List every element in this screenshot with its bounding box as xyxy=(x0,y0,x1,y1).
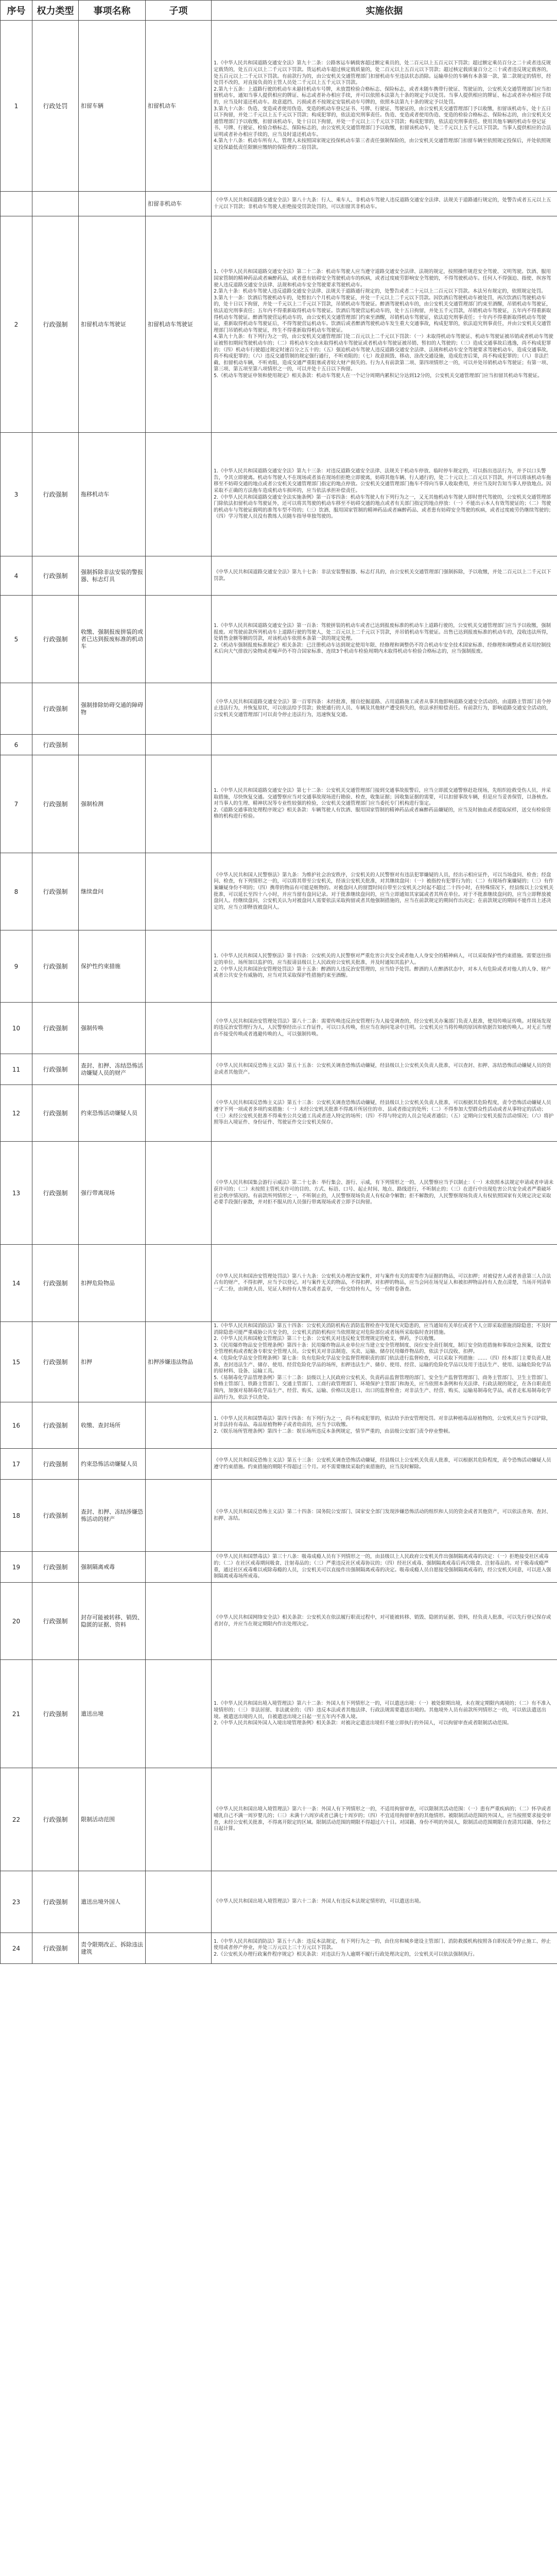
row-seq xyxy=(1,735,32,755)
row-seq-text: 10 xyxy=(12,1024,21,1032)
row-basis-text: 《中华人民共和国集会游行示威法》第二十七条：举行集会、游行、示威，有下列情形之一的，人民警察应当予以制止：（一）未依照本法规定申请或者申请未获许可的；（二）未按照主管机关许可的目的、方式、标语、口号、起止时间、地点、路线进行，不听制止的；（三）在进行中出现危害公共安全或者严重破坏社会秩序情况的。有前款所列情形之一，不听制止的，人民警察现场负责人有权命令解散；拒不解散的，人民警察现场负责人有权依照国家有关规定决定采取必要手段强行驱散，并对拒不服从的人员强行带离现场或者立即予以拘留。 xyxy=(214,1180,554,1206)
row-seq-text: 9 xyxy=(14,962,19,970)
row-power-type xyxy=(32,596,79,683)
row-power-type-text: 行政强制 xyxy=(43,1618,68,1625)
row-item-name-text: 强制传唤 xyxy=(81,1024,103,1031)
row-power-type-text: 行政强制 xyxy=(43,705,68,713)
row-sub-item xyxy=(146,1583,212,1660)
table-row xyxy=(1,1402,557,1449)
header-sub: 子项 xyxy=(146,1,212,21)
row-item-name xyxy=(79,556,146,596)
row-basis xyxy=(212,1480,557,1552)
header-seq: 序号 xyxy=(1,1,32,21)
row-seq-text: 7 xyxy=(14,800,19,808)
row-item-name-text: 查封、扣押、冻结涉嫌恐怖活动的财产 xyxy=(81,1508,143,1522)
row-basis xyxy=(212,1583,557,1660)
row-item-name xyxy=(79,683,146,735)
row-seq xyxy=(1,1449,32,1480)
row-power-type-text: 行政强制 xyxy=(43,801,68,808)
row-power-type-text: 行政强制 xyxy=(43,1066,68,1073)
row-item-name-text: 扣押 xyxy=(81,1358,92,1365)
row-basis xyxy=(212,596,557,683)
row-sub-item xyxy=(146,930,212,1003)
row-seq xyxy=(1,1480,32,1552)
row-item-name xyxy=(79,1322,146,1402)
row-seq-text: 11 xyxy=(12,1065,21,1073)
row-basis xyxy=(212,556,557,596)
table-row xyxy=(1,21,557,192)
row-seq xyxy=(1,683,32,735)
row-seq xyxy=(1,1402,32,1449)
row-item-name-text: 保护性约束措施 xyxy=(81,962,120,970)
row-item-name-text: 扣留机动车驾驶证 xyxy=(81,320,126,328)
row-item-name-text: 强制检测 xyxy=(81,800,103,807)
row-seq xyxy=(1,1322,32,1402)
row-item-name xyxy=(79,21,146,192)
row-item-name xyxy=(79,1583,146,1660)
row-item-name-text: 扣押危险物品 xyxy=(81,1279,115,1286)
row-basis-text: 1.《中华人民共和国道路交通安全法》第二十二条：机动车驾驶人应当遵守道路交通安全法律、法规的规定，按照操作规范安全驾驶、文明驾驶。饮酒、服用国家管制的精神药品或者麻醉药品，或者患有妨碍安全驾驶机动车的疾病，或者过度疲劳影响安全驾驶的，不得驾驶机动车。任何人不得强迫、指使、纵容驾驶人违反道路交通安全法律、法规和机动车安全驾驶要求驾驶机动车。 2.第九十条：机动车驾驶人违反道路交通安全法律、法规关于道路通行规定的，处警告或者二十元以上二百元以下罚款。本法另有规定的，依照规定处罚。 3.第九十一条：饮酒后驾驶机动车的，处暂扣六个月机动车驾驶证，并处一千元以上二千元以下罚款。因饮酒后驾驶机动车被处罚，再次饮酒后驾驶机动车的，处十日以下拘留，并处一千元以上二千元以下罚款，吊销机动车驾驶证。醉酒驾驶机动车的，由公安机关交通管理部门约束至酒醒，吊销机动车驾驶证，依法追究刑事责任；五年内不得重新取得机动车驾驶证。饮酒后驾驶营运机动车的，处十五日拘留，并处五千元罚款，吊销机动车驾驶证，五年内不得重新取得机动车驾驶证。醉酒驾驶营运机动车的，由公安机关交通管理部门约束至酒醒，吊销机动车驾驶证，依法追究刑事责任；十年内不得重新取得机动车驾驶证，重新取得机动车驾驶证后，不得驾驶营运机动车。饮酒后或者醉酒驾驶机动车发生重大交通事故，构成犯罪的，依法追究刑事责任，并由公安机关交通管理部门吊销机动车驾驶证，终生不得重新取得机动车驾驶证。 4.第九十九条：有下列行为之一的，由公安机关交通管理部门处二百元以上二千元以下罚款：（一）未取得机动车驾驶证、机动车驾驶证被吊销或者机动车驾驶证被暂扣期间驾驶机动车的；（二）将机动车交由未取得机动车驾驶证或者机动车驾驶证被吊销、暂扣的人驾驶的；（三）造成交通事故后逃逸，尚不构成犯罪的；（四）机动车行驶超过规定时速百分之五十的；（五）强迫机动车驾驶人违反道路交通安全法律、法规和机动车安全驾驶要求驾驶机动车，造成交通事故，尚不构成犯罪的；（六）违反交通管制的规定强行通行，不听劝阻的；（七）故意损毁、移动、涂改交通设施，造成危害后果，尚不构成犯罪的；（八）非法拦截、扣留机动车辆，不听劝阻，造成交通严重阻塞或者较大财产损失的。行为人有前款第二项、第四项情形之一的，可以并处吊销机动车驾驶证；有第一项、第三项、第五项至第八项情形之一的，可以并处十五日以下拘留。 5.《机动车驾驶证申领和使用规定》相关条款：机动车驾驶人在一个记分周期内累积记分达到12分的，公安机关交通管理部门应当扣留其机动车驾驶证。 xyxy=(214,269,553,379)
row-seq xyxy=(1,216,32,433)
row-seq-text: 14 xyxy=(12,1279,21,1287)
row-seq-text: 12 xyxy=(12,1109,21,1117)
row-seq xyxy=(1,1054,32,1085)
row-seq xyxy=(1,556,32,596)
row-basis-text: 《中华人民共和国出境入境管理法》第六十一条：外国人有下列情形之一的，不适用拘留审查，可以限制其活动范围：（一）患有严重疾病的；（二）怀孕或者哺乳自己不满一周岁婴儿的；（三）未满十六周岁或者已满七十周岁的；（四）不宜适用拘留审查的其他情形。被限制活动范围的外国人，应当按照要求接受审查，未经公安机关批准，不得离开限定的区域。限制活动范围的期限不得超过六十日。对国籍、身份不明的外国人，限制活动范围期限自查清其国籍、身份之日起计算。 xyxy=(214,1806,551,1832)
row-basis-text: 《中华人民共和国反恐怖主义法》第五十五条：公安机关调查恐怖活动嫌疑，经县级以上公安机关负责人批准，可以查封、扣押、冻结恐怖活动嫌疑人员的资金或者其他资产。 xyxy=(214,1062,551,1075)
header-basis: 实施依据 xyxy=(212,1,557,21)
row-basis xyxy=(212,1768,557,1871)
row-item-name-text: 封存可能被转移、销毁、隐匿的证据、资料 xyxy=(81,1614,143,1628)
row-power-type xyxy=(32,216,79,433)
row-basis xyxy=(212,1142,557,1245)
row-seq xyxy=(1,1142,32,1245)
row-sub-item xyxy=(146,1085,212,1142)
table-row xyxy=(1,596,557,683)
row-power-type xyxy=(32,192,79,216)
row-power-type-text: 行政强制 xyxy=(43,491,68,498)
row-item-name xyxy=(79,1933,146,1964)
row-power-type-text: 行政强制 xyxy=(43,1710,68,1718)
row-seq-text: 18 xyxy=(12,1512,21,1519)
row-basis-text: 《中华人民共和国禁毒法》第三十八条：吸毒成瘾人员有下列情形之一的，由县级以上人民政府公安机关作出强制隔离戒毒的决定：（一）拒绝接受社区戒毒的；（二）在社区戒毒期间吸食、注射毒品的；（三）严重违反社区戒毒协议的；（四）经社区戒毒、强制隔离戒毒后再次吸食、注射毒品的。对于吸毒成瘾严重，通过社区戒毒难以戒除毒瘾的人员，公安机关可以直接作出强制隔离戒毒的决定。吸毒成瘾人员自愿接受强制隔离戒毒的，经公安机关同意，可以进入强制隔离戒毒场所戒毒。 xyxy=(214,1554,551,1580)
row-power-type-text: 行政强制 xyxy=(43,1512,68,1520)
row-sub-item xyxy=(146,1142,212,1245)
row-power-type xyxy=(32,433,79,556)
row-basis xyxy=(212,1085,557,1142)
row-seq xyxy=(1,1552,32,1583)
row-power-type xyxy=(32,1768,79,1871)
table-row xyxy=(1,216,557,433)
table-row xyxy=(1,1552,557,1583)
table-row xyxy=(1,192,557,216)
table-row xyxy=(1,735,557,755)
row-power-type xyxy=(32,1933,79,1964)
row-item-name-text: 查封、扣押、冻结恐怖活动嫌疑人员的财产 xyxy=(81,1062,143,1076)
row-item-name xyxy=(79,1552,146,1583)
row-basis-text: 《中华人民共和国治安管理处罚法》第八十九条：公安机关办理治安案件，对与案件有关的需要作为证据的物品，可以扣押；对被侵害人或者善意第三人合法占有的财产，不得扣押，应当予以登记。对与案件无关的物品，不得扣押。对扣押的物品，应当会同在场见证人和被扣押物品持有人查点清楚，当场开列清单一式二份，由调查人员、见证人和持有人签名或者盖章，一份交给持有人，另一份附卷备查。 xyxy=(214,1273,551,1292)
row-item-name xyxy=(79,1449,146,1480)
row-item-name-text: 遣送出境 xyxy=(81,1710,103,1717)
row-seq-text: 5 xyxy=(14,635,19,643)
row-seq-text: 23 xyxy=(12,1898,21,1906)
row-basis-text: 1.《中华人民共和国禁毒法》第四十四条：有下列行为之一，尚不构成犯罪的，依法给予治安管理处罚。对非法种植毒品原植物的，公安机关应当予以铲除，对非法持有毒品、毒品原植物种子或者幼苗的，应当予以收缴。 2.《娱乐场所管理条例》第四十二条：娱乐场所违反本条例规定，情节严重的，由县级公安部门责令停业整顿。 xyxy=(214,1415,551,1434)
row-seq-text: 1 xyxy=(14,102,19,110)
row-sub-item xyxy=(146,556,212,596)
row-power-type xyxy=(32,1583,79,1660)
row-power-type-text: 行政强制 xyxy=(43,1280,68,1287)
row-sub-item xyxy=(146,1768,212,1871)
row-sub-item xyxy=(146,1480,212,1552)
row-item-name xyxy=(79,1871,146,1933)
row-seq-text: 2 xyxy=(14,320,19,328)
row-item-name xyxy=(79,1402,146,1449)
row-sub-item-text: 扣留机动车驾驶证 xyxy=(148,320,193,328)
row-power-type-text: 行政强制 xyxy=(43,1816,68,1824)
row-basis-text: 1.《中华人民共和国道路交通安全法》第九十三条：对违反道路交通安全法律、法规关于机动车停放、临时停车规定的，可以指出违法行为，并予以口头警告，令其立即驶离。机动车驾驶人不在现场或者虽在现场但拒绝立即驶离，妨碍其他车辆、行人通行的，处二十元以上二百元以下罚款，并可以将该机动车拖移至不妨碍交通的地点或者公安机关交通管理部门指定的地点停放。公安机关交通管理部门拖车不得向当事人收取费用，并应当及时告知当事人停放地点。因采取不正确的方法拖车造成机动车损坏的，应当依法承担补偿责任。 2.《中华人民共和国道路交通安全法实施条例》第一百零四条：机动车驾驶人有下列行为之一，又无其他机动车驾驶人即时替代驾驶的，公安机关交通管理部门除依法扣留机动车驾驶证外，还可以将其驾驶的机动车移至不妨碍交通的地点或者有关部门指定的地点停放：（一）不能出示本人有效驾驶证的；（二）驾驶的机动车与驾驶证载明的准驾车型不符的；（三）饮酒、服用国家管制的精神药品或者麻醉药品、或者患有妨碍安全驾驶的疾病，或者过度疲劳仍继续驾驶的；（四）学习驾驶人员没有教练人员随车指导单独驾驶的。 xyxy=(214,468,554,520)
row-basis-text: 1.《中华人民共和国人民警察法》第十四条：公安机关的人民警察对严重危害公共安全或者他人人身安全的精神病人，可以采取保护性约束措施。需要送往指定的单位、场所加以监护的，应当报请县级以上人民政府公安机关批准，并及时通知其监护人。 2.《中华人民共和国治安管理处罚法》第十五条：醉酒的人违反治安管理的，应当给予处罚。醉酒的人在醉酒状态中，对本人有危险或者对他人的人身、财产或者公共安全有威胁的，应当对其采取保护性措施约束至酒醒。 xyxy=(214,953,551,979)
row-item-name xyxy=(79,192,146,216)
row-item-name-text: 收缴、强制报废拼装的或者已达到报废标准的机动车 xyxy=(81,628,143,650)
row-power-type-text: 行政强制 xyxy=(43,1564,68,1571)
row-item-name xyxy=(79,216,146,433)
row-basis xyxy=(212,433,557,556)
row-item-name-text: 强制排除妨碍交通的障碍物 xyxy=(81,701,143,716)
row-item-name xyxy=(79,1003,146,1054)
row-seq-text: 4 xyxy=(14,572,19,580)
row-sub-item-text: 扣押涉嫌违法物品 xyxy=(148,1358,193,1365)
row-item-name xyxy=(79,1480,146,1552)
row-sub-item xyxy=(146,1933,212,1964)
row-basis xyxy=(212,1402,557,1449)
row-seq-text: 8 xyxy=(14,888,19,895)
row-power-type xyxy=(32,1660,79,1768)
table-row xyxy=(1,1322,557,1402)
row-seq-text: 24 xyxy=(12,1944,21,1952)
header-item: 事项名称 xyxy=(79,1,146,21)
row-seq-text: 6 xyxy=(14,741,19,749)
row-power-type xyxy=(32,1322,79,1402)
row-power-type xyxy=(32,755,79,853)
row-sub-item-text: 扣留非机动车 xyxy=(148,200,182,207)
row-item-name-text: 拖移机动车 xyxy=(81,490,109,498)
row-power-type-text: 行政强制 xyxy=(43,572,68,580)
row-seq-text: 17 xyxy=(12,1460,21,1468)
table-row xyxy=(1,1142,557,1245)
row-basis-text: 1.《中华人民共和国道路交通安全法》第七十二条：公安机关交通管理部门接到交通事故报警后，应当立即派交通警察赶赴现场，先组织抢救受伤人员，并采取措施，尽快恢复交通。交通警察应当对交通事故现场进行勘验、检查，收集证据；因收集证据的需要，可以扣留事故车辆，但是应当妥善保管，以备核查。对当事人的生理、精神状况等专业性较强的检验，公安机关交通管理部门应当委托专门机构进行鉴定。 2.《道路交通事故处理程序规定》相关条款：车辆驾驶人有饮酒、服用国家管制的精神药品或者麻醉药品嫌疑的，应当及时抽血或者提取尿样，送交有检验资格的机构进行检验。 xyxy=(214,788,551,820)
row-basis-text: 《中华人民共和国道路交通安全法》第一百零四条：未经批准，擅自挖掘道路、占用道路施工或者从事其他影响道路交通安全活动的，由道路主管部门责令停止违法行为，并恢复原状，可以依法给予罚款；致使通行的人员、车辆及其他财产遭受损失的，依法承担赔偿责任。有前款行为，影响道路交通安全活动的，公安机关交通管理部门可以责令停止违法行为，迅速恢复交通。 xyxy=(214,699,551,718)
row-power-type-text: 行政强制 xyxy=(43,888,68,895)
row-item-name xyxy=(79,1054,146,1085)
row-basis-text: 《中华人民共和国出境入境管理法》第六十二条：外国人有违反本法规定情形的，可以遣送出境。 xyxy=(214,1899,424,1905)
row-basis xyxy=(212,683,557,735)
table-row xyxy=(1,1003,557,1054)
row-item-name xyxy=(79,1768,146,1871)
row-seq xyxy=(1,1003,32,1054)
header-type: 权力类型 xyxy=(32,1,79,21)
row-power-type-text: 行政强制 xyxy=(43,1110,68,1117)
row-seq-text: 13 xyxy=(12,1189,21,1197)
row-sub-item-text: 扣留机动车 xyxy=(148,102,176,109)
row-power-type xyxy=(32,1871,79,1933)
row-sub-item xyxy=(146,1660,212,1768)
row-item-name xyxy=(79,1245,146,1322)
table-row xyxy=(1,1768,557,1871)
row-basis xyxy=(212,21,557,192)
row-item-name xyxy=(79,433,146,556)
row-basis xyxy=(212,1660,557,1768)
row-power-type-text: 行政强制 xyxy=(43,1899,68,1906)
row-basis xyxy=(212,930,557,1003)
row-item-name-text: 强制隔离戒毒 xyxy=(81,1563,115,1570)
row-basis-text: 1.《中华人民共和国出境入境管理法》第六十二条：外国人有下列情形之一的，可以遣送出境：（一）被处限期出境，未在规定期限内离境的；（二）有不准入境情形的；（三）非法居留、非法就业的；（四）违反本法或者其他法律、行政法规需要遣送出境的。其他境外人员有前款所列情形之一的，可以依法遣送出境。被遣送出境的人员，自被遣送出境之日起一至五年内不准入境。 2.《中华人民共和国外国人入境出境管理条例》相关条款：对被决定遣送出境但不能立即执行的外国人，可以拘留审查或者限制活动范围。 xyxy=(214,1701,551,1726)
row-seq-text: 20 xyxy=(12,1617,21,1625)
row-basis-text: 《中华人民共和国反恐怖主义法》第五十三条：公安机关调查恐怖活动嫌疑，经县级以上公安机关负责人批准，可以根据其危险程度，责令恐怖活动嫌疑人员遵守下列一项或者多项约束措施：（一）未经公安机关批准不得离开所居住的市、县或者指定的处所；（二）不得参加大型群众性活动或者从事特定的活动；（三）未经公安机关批准不得乘坐公共交通工具或者进入特定的场所；（四）不得与特定的人员会见或者通信；（五）定期向公安机关报告活动情况；（六）将护照等出入境证件、身份证件、驾驶证件交公安机关保存。 xyxy=(214,1100,554,1126)
row-power-type xyxy=(32,1449,79,1480)
row-power-type xyxy=(32,1402,79,1449)
row-basis xyxy=(212,735,557,755)
row-seq xyxy=(1,930,32,1003)
row-seq xyxy=(1,433,32,556)
row-power-type xyxy=(32,735,79,755)
row-sub-item xyxy=(146,1054,212,1085)
row-sub-item xyxy=(146,1552,212,1583)
row-basis xyxy=(212,853,557,930)
row-item-name xyxy=(79,735,146,755)
row-power-type xyxy=(32,1552,79,1583)
row-basis-text: 1.《中华人民共和国消防法》第五十八条：违反本法规定，有下列行为之一的，由住房和城乡建设主管部门、消防救援机构按照各自职权责令停止施工、停止使用或者停产停业，并处三万元以上三十万元以下罚款。 2.《公安机关办理行政案件程序规定》相关条款：对违法行为人逾期不履行行政处理决定的，公安机关可以依法强制执行。 xyxy=(214,1938,551,1957)
row-basis-text: 《中华人民共和国反恐怖主义法》第二十四条：国务院公安部门、国家安全部门发现涉嫌恐怖活动的组织和人员的资金或者其他资产，可以依法查询、查封、扣押、冻结。 xyxy=(214,1509,551,1521)
row-power-type xyxy=(32,1245,79,1322)
row-basis xyxy=(212,1245,557,1322)
row-seq-text: 19 xyxy=(12,1563,21,1571)
row-seq xyxy=(1,1245,32,1322)
row-power-type-text: 行政强制 xyxy=(43,636,68,643)
row-power-type-text: 行政强制 xyxy=(43,1461,68,1468)
row-seq xyxy=(1,1871,32,1933)
row-item-name xyxy=(79,755,146,853)
table-row xyxy=(1,1085,557,1142)
row-basis-text: 1.《中华人民共和国道路交通安全法》第九十二条：公路客运车辆载客超过额定乘员的，处二百元以上五百元以下罚款；超过额定乘员百分之二十或者违反规定载货的，处五百元以上二千元以下罚款。货运机动车超过核定载质量的，处二百元以上五百元以下罚款；超过核定载质量百分之三十或者违反规定载客的，处五百元以上二千元以下罚款。有前款行为的，由公安机关交通管理部门扣留机动车至违法状态消除。运输单位的车辆有本条第一款、第二款规定的情形，经处罚不改的，对直接负责的主管人员处二千元以上五千元以下罚款。 2.第九十五条：上道路行驶的机动车未悬挂机动车号牌，未放置检验合格标志、保险标志，或者未随车携带行驶证、驾驶证的，公安机关交通管理部门应当扣留机动车，通知当事人提供相应的牌证、标志或者补办相应手续，并可以依照本法第九十条的规定予以处罚。当事人提供相应的牌证、标志或者补办相应手续的，应当及时退还机动车。故意遮挡、污损或者不按规定安装机动车号牌的，依照本法第九十条的规定予以处罚。 3.第九十六条：伪造、变造或者使用伪造、变造的机动车登记证书、号牌、行驶证、驾驶证的，由公安机关交通管理部门予以收缴，扣留该机动车，处十五日以下拘留，并处二千元以上五千元以下罚款；构成犯罪的，依法追究刑事责任。伪造、变造或者使用伪造、变造的检验合格标志、保险标志的，由公安机关交通管理部门予以收缴，扣留该机动车，处十日以下拘留，并处一千元以上三千元以下罚款；构成犯罪的，依法追究刑事责任。使用其他车辆的机动车登记证书、号牌、行驶证、检验合格标志、保险标志的，由公安机关交通管理部门予以收缴，扣留该机动车，处二千元以上五千元以下罚款。当事人提供相应的合法证明或者补办相应手续的，应当及时退还机动车。 4.第九十八条：机动车所有人、管理人未按照国家规定投保机动车第三者责任强制保险的，由公安机关交通管理部门扣留车辆至依照规定投保后，并处依照规定投保最低责任限额应缴纳的保险费的二倍罚款。 xyxy=(214,60,551,151)
row-power-type xyxy=(32,21,79,192)
row-item-name xyxy=(79,1660,146,1768)
row-item-name-text: 约束恐怖活动嫌疑人员 xyxy=(81,1460,137,1467)
table-header-row xyxy=(1,1,557,21)
table-row xyxy=(1,433,557,556)
row-basis-text: 《中华人民共和国道路交通安全法》第九十七条：非法安装警报器、标志灯具的，由公安机关交通管理部门强制拆除，予以收缴，并处二百元以上二千元以下罚款。 xyxy=(214,569,551,582)
row-power-type-text: 行政处罚 xyxy=(43,103,68,110)
row-seq-text: 16 xyxy=(12,1421,21,1429)
row-power-type-text: 行政强制 xyxy=(43,1190,68,1197)
row-item-name xyxy=(79,930,146,1003)
row-item-name-text: 限制活动范围 xyxy=(81,1816,115,1823)
row-basis-text: 1.《中华人民共和国道路交通安全法》第一百条：驾驶拼装的机动车或者已达到报废标准的机动车上道路行驶的，公安机关交通管理部门应当予以收缴，强制报废。对驾驶前款所列机动车上道路行驶的驾驶人，处二百元以上二千元以下罚款，并吊销机动车驾驶证。出售已达到报废标准的机动车的，没收违法所得，处销售金额等额的罚款，对该机动车依照本条第一款的规定处理。 2.《机动车强制报废标准规定》相关条款：已注册机动车达到规定使用年限、经修理和调整仍不符合机动车安全技术国家标准、经修理和调整或者采用控制技术后向大气排放污染物或者噪声仍不符合国家标准、连续3个机动车检验周期内未取得机动车检验合格标志的，应当强制报废。 xyxy=(214,623,551,655)
row-sub-item xyxy=(146,21,212,192)
row-seq-text: 15 xyxy=(12,1358,21,1366)
row-seq xyxy=(1,755,32,853)
row-basis xyxy=(212,216,557,433)
row-item-name-text: 责令限期改正、拆除违法建筑 xyxy=(81,1941,143,1955)
row-item-name-text: 强制拆除非法安装的警报器、标志灯具 xyxy=(81,568,143,583)
row-sub-item xyxy=(146,683,212,735)
row-basis xyxy=(212,1871,557,1933)
row-basis-text: 《中华人民共和国道路交通安全法》第八十九条：行人、乘车人、非机动车驾驶人违反道路交通安全法律、法规关于道路通行规定的，处警告或者五元以上五十元以下罚款；非机动车驾驶人拒绝接受罚款处罚的，可以扣留其非机动车。 xyxy=(214,197,551,210)
row-sub-item xyxy=(146,1322,212,1402)
row-item-name-text: 遣送出境外国人 xyxy=(81,1898,120,1905)
row-seq xyxy=(1,596,32,683)
table-row xyxy=(1,1245,557,1322)
row-power-type xyxy=(32,683,79,735)
row-power-type xyxy=(32,1054,79,1085)
row-item-name xyxy=(79,1142,146,1245)
row-basis xyxy=(212,1933,557,1964)
row-item-name xyxy=(79,1085,146,1142)
row-sub-item xyxy=(146,755,212,853)
row-basis xyxy=(212,755,557,853)
row-basis xyxy=(212,1054,557,1085)
row-sub-item xyxy=(146,433,212,556)
table-row xyxy=(1,1449,557,1480)
row-power-type-text: 行政强制 xyxy=(43,1945,68,1953)
row-seq xyxy=(1,1583,32,1660)
row-sub-item xyxy=(146,1245,212,1322)
row-seq xyxy=(1,1768,32,1871)
row-basis xyxy=(212,192,557,216)
row-item-name-text: 强行带离现场 xyxy=(81,1189,115,1196)
row-sub-item xyxy=(146,1402,212,1449)
row-power-type-text: 行政强制 xyxy=(43,963,68,970)
row-basis-text: 《中华人民共和国治安管理处罚法》第八十二条：需要传唤违反治安管理行为人接受调查的，经公安机关办案部门负责人批准，使用传唤证传唤。对现场发现的违反治安管理行为人，人民警察经出示工作证件，可以口头传唤，但应当在询问笔录中注明。公安机关应当将传唤的原因和依据告知被传唤人。对无正当理由不接受传唤或者逃避传唤的人，可以强制传唤。 xyxy=(214,1018,551,1037)
row-power-type xyxy=(32,930,79,1003)
row-power-type-text: 行政强制 xyxy=(43,741,68,749)
row-power-type-text: 行政强制 xyxy=(43,1359,68,1366)
table-row xyxy=(1,1054,557,1085)
row-basis-text: 《中华人民共和国反恐怖主义法》第五十三条：公安机关调查恐怖活动嫌疑，经县级以上公安机关负责人批准，可以根据其危险程度，责令恐怖活动嫌疑人员遵守约束措施。约束措施的期限不得超过三个月。对不需要继续采取约束措施的，应当及时解除。 xyxy=(214,1458,551,1470)
row-seq xyxy=(1,1933,32,1964)
table-row xyxy=(1,755,557,853)
table-row xyxy=(1,1480,557,1552)
row-seq xyxy=(1,1085,32,1142)
row-seq xyxy=(1,192,32,216)
row-basis xyxy=(212,1003,557,1054)
row-basis xyxy=(212,1552,557,1583)
row-power-type xyxy=(32,1142,79,1245)
row-power-type-text: 行政强制 xyxy=(43,1025,68,1032)
row-basis-text: 1.《中华人民共和国消防法》第五十四条：公安机关消防机构在消防监督检查中发现火灾隐患的，应当通知有关单位或者个人立即采取措施消除隐患；不及时消除隐患可能严重威胁公共安全的，公安机关消防机构应当依照规定对危险部位或者场所采取临时查封措施。 2.《中华人民共和国枪支管理法》第三十七条：公安机关对违反枪支管理规定的枪支、弹药，予以收缴。 3.《民用爆炸物品安全管理条例》第四十条：民用爆炸物品从业单位应当建立安全管理制度、岗位安全责任制度，制订安全防范措施和事故应急预案，设置安全管理机构或者配备专职安全管理人员。公安机关对非法制造、买卖、运输、储存民用爆炸物品的，依法予以没收、扣押。 4.《危险化学品安全管理条例》第七条：负有危险化学品安全监督管理职责的部门依法进行监督检查，可以采取下列措施：……（四）经本部门主要负责人批准，查封违法生产、储存、使用、经营危险化学品的场所，扣押违法生产、储存、使用、经营、运输的危险化学品以及用于违法生产、使用、运输危险化学品的原材料、设备、运输工具。 5.《易制毒化学品管理条例》第三十二条：县级以上人民政府公安机关、负责药品监督管理的部门、安全生产监督管理部门、商务主管部门、卫生主管部门、价格主管部门、铁路主管部门、交通主管部门、工商行政管理部门、环境保护主管部门和海关，应当依照本条例和有关法律、行政法规的规定，在各自职责范围内，加强对易制毒化学品生产、经营、购买、运输、价格以及进口、出口的监督检查；对非法生产、经营、购买、运输易制毒化学品，或者走私易制毒化学品的行为，依法予以查处。 xyxy=(214,1323,551,1400)
row-power-type-text: 行政强制 xyxy=(43,1422,68,1430)
row-seq-text: 22 xyxy=(12,1816,21,1823)
table-row xyxy=(1,853,557,930)
row-sub-item xyxy=(146,853,212,930)
row-power-type xyxy=(32,1480,79,1552)
row-item-name xyxy=(79,596,146,683)
row-sub-item xyxy=(146,216,212,433)
row-power-type xyxy=(32,1085,79,1142)
row-sub-item xyxy=(146,1003,212,1054)
table-row xyxy=(1,1660,557,1768)
row-seq xyxy=(1,853,32,930)
row-seq xyxy=(1,21,32,192)
row-seq-text: 3 xyxy=(14,490,19,498)
row-basis xyxy=(212,1322,557,1402)
row-basis-text: 《中华人民共和国网络安全法》相关条款：公安机关在依法履行职责过程中，对可能被转移、销毁、隐匿的证据、资料，经负责人批准，可以先行登记保存或者封存，并应当在规定期限内作出处理决定。 xyxy=(214,1615,551,1627)
row-seq xyxy=(1,1660,32,1768)
row-power-type-text: 行政强制 xyxy=(43,321,68,328)
row-sub-item xyxy=(146,596,212,683)
table-row xyxy=(1,1933,557,1964)
row-seq-text: 21 xyxy=(12,1710,21,1718)
table-body xyxy=(1,21,557,1964)
row-basis xyxy=(212,1449,557,1480)
row-item-name-text: 约束恐怖活动嫌疑人员 xyxy=(81,1109,137,1116)
table-row xyxy=(1,930,557,1003)
row-sub-item xyxy=(146,1449,212,1480)
row-item-name-text: 收缴、查封场所 xyxy=(81,1421,120,1429)
row-item-name xyxy=(79,853,146,930)
table-row xyxy=(1,1583,557,1660)
table-row xyxy=(1,683,557,735)
row-power-type xyxy=(32,1003,79,1054)
row-sub-item xyxy=(146,1871,212,1933)
row-sub-item xyxy=(146,735,212,755)
table-row xyxy=(1,1871,557,1933)
row-power-type xyxy=(32,853,79,930)
row-item-name-text: 继续盘问 xyxy=(81,888,103,895)
row-power-type xyxy=(32,556,79,596)
table-row xyxy=(1,556,557,596)
row-sub-item xyxy=(146,192,212,216)
row-basis-text: 《中华人民共和国人民警察法》第九条：为维护社会治安秩序，公安机关的人民警察对有违法犯罪嫌疑的人员，经出示相应证件，可以当场盘问、检查；经盘问、检查，有下列情形之一的，可以将其带至公安机关，经该公安机关批准，对其继续盘问：（一）被指控有犯罪行为的；（二）有现场作案嫌疑的；（三）有作案嫌疑身份不明的；（四）携带的物品有可能是赃物的。对被盘问人的留置时间自带至公安机关之时起不超过二十四小时，在特殊情况下，经县级以上公安机关批准，可以延长至四十八小时，并应当留有盘问记录。对于批准继续盘问的，应当立即通知其家属或者其所在单位。对于不批准继续盘问的，应当立即释放被盘问人。经继续盘问，公安机关认为对被盘问人需要依法采取拘留或者其他强制措施的，应当在前款规定的期间作出决定；在前款规定的期间不能作出上述决定的，应当立即释放被盘问人。 xyxy=(214,872,554,910)
row-item-name-text: 扣留车辆 xyxy=(81,102,103,109)
